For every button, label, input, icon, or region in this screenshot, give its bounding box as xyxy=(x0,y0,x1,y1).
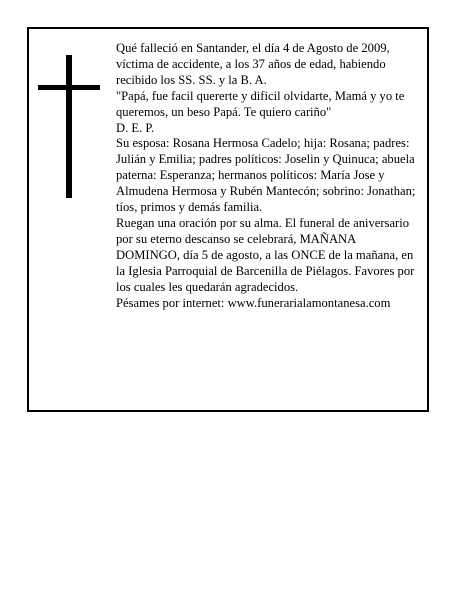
cross-horizontal-bar xyxy=(38,85,100,90)
obituary-notice xyxy=(27,27,429,412)
death-announcement: Qué falleció en Santander, el día 4 de Agosto de 2009, víctima de accidente, a los 37 años de edad, habiendo recibido los SS. SS. y la B. A. xyxy=(116,41,390,87)
funeral-details: Ruegan una oración por su alma. El funeral de aniversario por su eterno descanso se celebrará, MAÑANA DOMINGO, día 5 de agosto, a las ONCE de la mañana, en la Iglesia Parroquial de Barcenilla de Piélagos. Favores por los cuales les quedarán agradecidos. xyxy=(116,215,415,294)
obituary-text xyxy=(116,41,420,311)
rest-in-peace: D. E. P. xyxy=(116,120,155,135)
family-dedication: "Papá, fue facil quererte y dificil olvidarte, Mamá y yo te queremos, un beso Papá. Te quiero cariño" xyxy=(116,88,405,119)
cross-vertical-bar xyxy=(66,55,72,198)
family-list: Su esposa: Rosana Hermosa Cadelo; hija: Rosana; padres: Julián y Emilia; padres políticos: Joselin y Quinuca; abuela paterna: Esperanza; hermanos políticos: María Jose y Almudena Hermosa y Rubén Mantecón; sobrino: Jonathan; tíos, primos y demás familia. xyxy=(116,136,416,215)
condolences-website: Pésames por internet: www.funerarialamontanesa.com xyxy=(116,295,391,310)
